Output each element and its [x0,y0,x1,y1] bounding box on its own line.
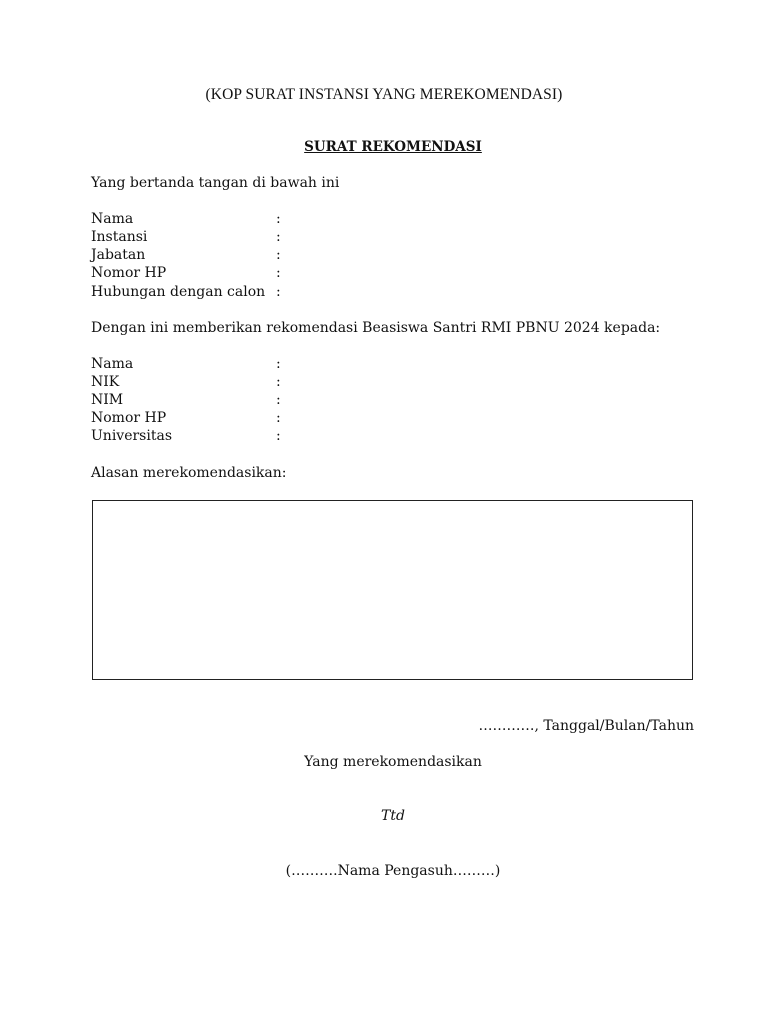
field-label: NIM [91,392,124,408]
date-line: …………, Tanggal/Bulan/Tahun [478,718,694,734]
intro-text: Yang bertanda tangan di bawah ini [91,175,340,191]
field-label: Nama [91,211,134,227]
recommender-field-institution [91,228,351,246]
reason-box [92,500,693,680]
candidate-field-nik [91,373,351,391]
signature-placeholder: Ttd [381,808,405,824]
field-separator: : [276,211,281,227]
field-label: Instansi [91,229,148,245]
document-title: SURAT REKOMENDASI [304,139,482,155]
field-separator: : [276,410,281,426]
field-separator: : [276,374,281,390]
field-label: NIK [91,374,120,390]
field-separator: : [276,265,281,281]
field-separator: : [276,392,281,408]
candidate-field-university [91,427,351,445]
recommender-field-name [91,210,351,228]
signer-name: (……….Nama Pengasuh………) [285,863,501,879]
candidate-field-nim [91,391,351,409]
field-label: Nomor HP [91,410,167,426]
candidate-field-phone [91,409,351,427]
reason-label: Alasan merekomendasikan: [91,465,287,481]
recommender-field-position [91,246,351,264]
field-label: Universitas [91,428,172,444]
field-separator: : [276,428,281,444]
field-separator: : [276,247,281,263]
recommender-field-relationship [91,283,351,301]
field-label: Nama [91,356,134,372]
field-label: Hubungan dengan calon [91,284,266,300]
field-separator: : [276,229,281,245]
candidate-field-name [91,355,351,373]
recommender-field-phone [91,264,351,282]
field-separator: : [276,356,281,372]
field-label: Jabatan [91,247,146,263]
field-separator: : [276,284,281,300]
recommendation-statement: Dengan ini memberikan rekomendasi Beasiswa Santri RMI PBNU 2024 kepada: [91,320,661,336]
field-label: Nomor HP [91,265,167,281]
signer-label: Yang merekomendasikan [304,754,482,770]
letterhead: (KOP SURAT INSTANSI YANG MEREKOMENDASI) [205,86,563,103]
